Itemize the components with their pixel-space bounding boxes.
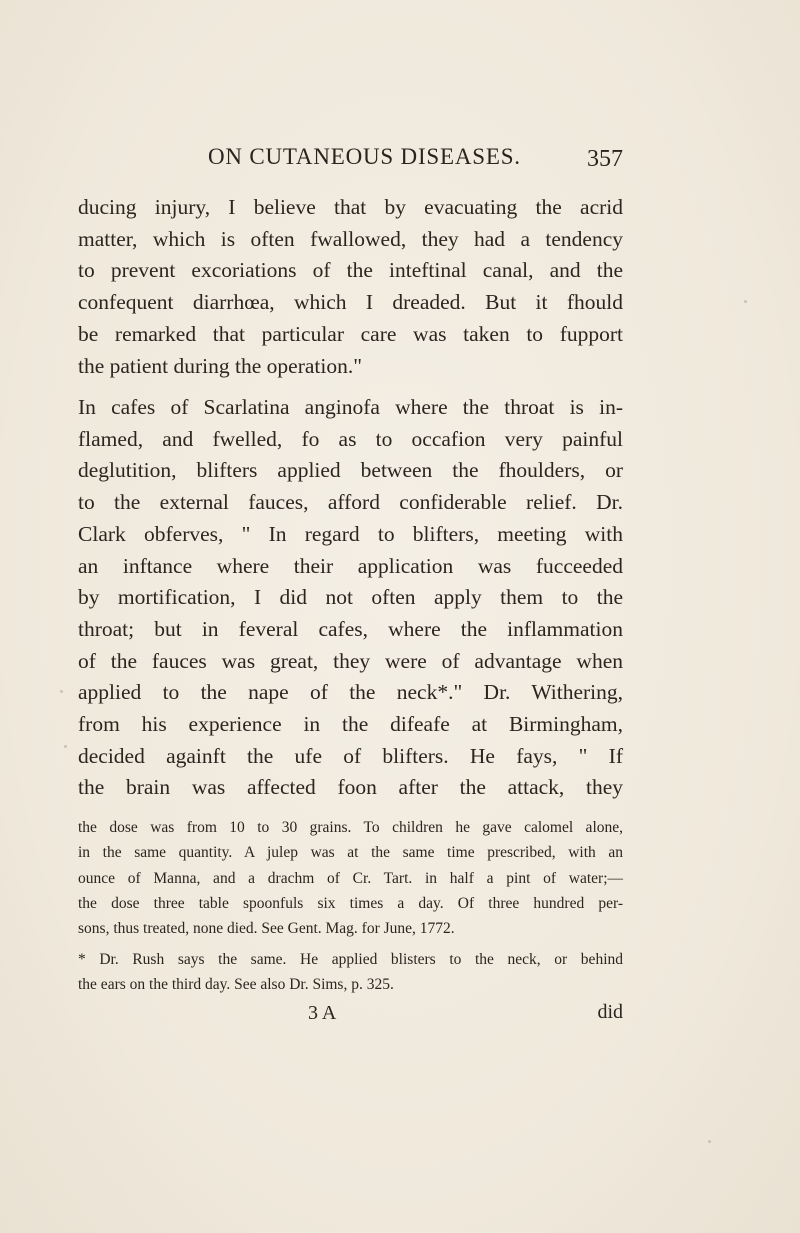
- running-head: ON CUTANEOUS DISEASES.: [208, 144, 521, 169]
- text-line: In cafes of Scarlatina anginofa where the throat is in-: [78, 395, 623, 419]
- footnote-line: in the same quantity. A julep was at the same time prescribed, with an: [78, 844, 623, 862]
- text-line: an inftance where their application was fucceeded: [78, 553, 623, 578]
- text-line: Clark obferves, " In regard to blifters, meeting with: [78, 521, 623, 546]
- footnote-line: sons, thus treated, none died. See Gent. Mag. for June, 1772.: [78, 920, 455, 938]
- text-line: flamed, and fwelled, fo as to occafion very painful: [78, 426, 623, 451]
- footnote-continuation: [78, 815, 623, 941]
- paper-speck: [64, 745, 67, 748]
- text-line: to the external fauces, afford confiderable relief. Dr.: [78, 490, 623, 515]
- footnote-line: * Dr. Rush says the same. He applied blisters to the neck, or behind: [78, 951, 623, 968]
- page-header: [78, 144, 623, 180]
- text-line: the patient during the operation.": [78, 353, 363, 378]
- text-line: decided againft the ufe of blifters. He fays, " If: [78, 743, 623, 768]
- footnote-rush: [78, 947, 623, 998]
- text-line: of the fauces was great, they were of advantage when: [78, 648, 623, 673]
- text-line: by mortification, I did not often apply them to the: [78, 585, 623, 610]
- catchword: did: [597, 1001, 623, 1023]
- text-line: the brain was affected foon after the attack, they: [78, 775, 623, 800]
- footnote-line: ounce of Manna, and a drachm of Cr. Tart. in half a pint of water;—: [78, 869, 623, 887]
- paper-speck: [708, 1140, 711, 1143]
- paragraph-continuation: [78, 192, 623, 382]
- footnote-line: the dose was from 10 to 30 grains. To children he gave calomel alone,: [78, 819, 623, 836]
- paper-speck: [744, 300, 747, 303]
- text-line: to prevent excoriations of the inteftinal canal, and the: [78, 258, 623, 283]
- footnote-line: the ears on the third day. See also Dr. Sims, p. 325.: [78, 976, 394, 994]
- text-line: be remarked that particular care was taken to fupport: [78, 321, 623, 346]
- signature-mark: 3 A: [308, 1002, 337, 1024]
- text-line: from his experience in the difeafe at Birmingham,: [78, 712, 623, 737]
- footnote-line: the dose three table spoonfuls six times a day. Of three hundred per-: [78, 894, 623, 912]
- text-line: throat; but in feveral cafes, where the inflammation: [78, 616, 623, 641]
- text-line: matter, which is often fwallowed, they had a tendency: [78, 226, 623, 251]
- paper-speck: [60, 690, 63, 693]
- text-line: deglutition, blifters applied between the fhoulders, or: [78, 458, 623, 483]
- text-line: confequent diarrhœa, which I dreaded. But it fhould: [78, 290, 623, 315]
- text-line: applied to the nape of the neck*." Dr. Withering,: [78, 680, 623, 705]
- page-number: 357: [587, 146, 623, 172]
- paragraph-scarlatina: [78, 392, 623, 804]
- text-line: ducing injury, I believe that by evacuating the acrid: [78, 195, 623, 219]
